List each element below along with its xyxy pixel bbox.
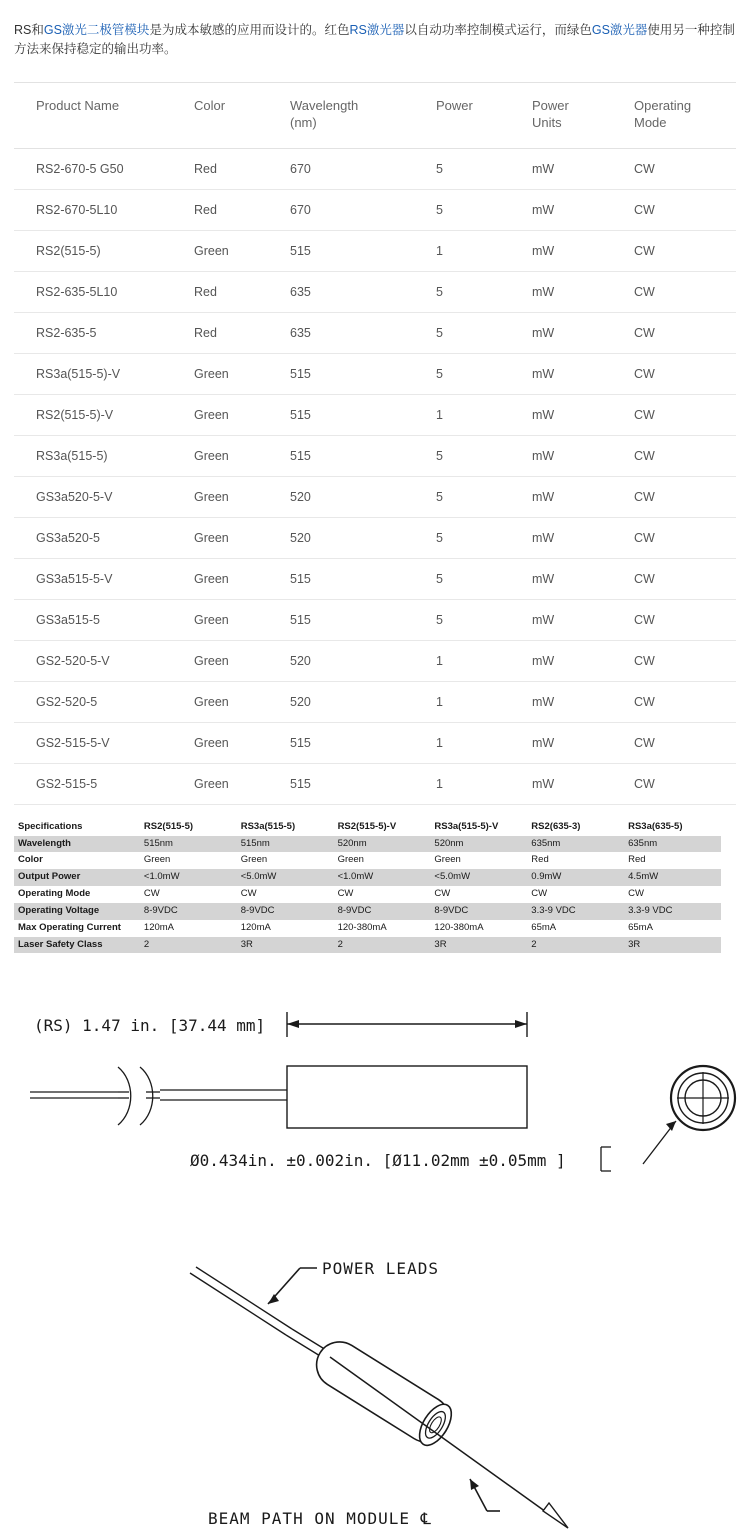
cell-color: Red — [172, 189, 268, 230]
spec-row-color — [14, 852, 721, 869]
spec-header-specifications: Specifications — [14, 819, 140, 836]
table-row — [14, 640, 736, 681]
cell-operating-mode: CW — [612, 435, 736, 476]
cell-product-name[interactable]: GS2-520-5 — [14, 681, 172, 722]
spec-value: 0.9mW — [527, 869, 624, 886]
spec-value: CW — [140, 886, 237, 903]
cell-color: Green — [172, 640, 268, 681]
power-leads-label: POWER LEADS — [322, 1259, 439, 1278]
column-header-power-units — [510, 82, 612, 148]
product-table-body — [14, 148, 736, 804]
cell-operating-mode: CW — [612, 476, 736, 517]
diameter-dimension-label: Ø0.434in. ±0.002in. [Ø11.02mm ±0.05mm ] — [190, 1151, 566, 1170]
cell-operating-mode: CW — [612, 599, 736, 640]
spec-value: 8-9VDC — [237, 903, 334, 920]
cell-operating-mode: CW — [612, 394, 736, 435]
cell-power: 1 — [414, 722, 510, 763]
spec-row-wavelength — [14, 836, 721, 853]
cell-wavelength: 515 — [268, 230, 414, 271]
diameter-leader-line — [601, 1121, 676, 1171]
cell-product-name[interactable]: GS2-515-5-V — [14, 722, 172, 763]
spec-value: 120-380mA — [430, 920, 527, 937]
module-body — [287, 1066, 527, 1128]
spec-value: 3R — [430, 937, 527, 954]
cell-product-name[interactable]: RS2(515-5) — [14, 230, 172, 271]
power-leads-leader — [268, 1268, 317, 1304]
cell-color: Green — [172, 476, 268, 517]
header-line: Power — [532, 98, 569, 113]
spec-value: 4.5mW — [624, 869, 721, 886]
cell-power-units: mW — [510, 189, 612, 230]
cell-product-name[interactable]: RS2-635-5L10 — [14, 271, 172, 312]
spec-value: 120-380mA — [334, 920, 431, 937]
cell-operating-mode: CW — [612, 558, 736, 599]
cell-color: Green — [172, 435, 268, 476]
spec-value: 2 — [527, 937, 624, 954]
product-table — [14, 82, 736, 805]
spec-header-rs2-635-3: RS2(635-3) — [527, 819, 624, 836]
cell-color: Green — [172, 230, 268, 271]
spec-value: <5.0mW — [237, 869, 334, 886]
cell-wavelength: 515 — [268, 353, 414, 394]
spec-row-operating-mode — [14, 886, 721, 903]
spec-value: 515nm — [140, 836, 237, 853]
table-row — [14, 558, 736, 599]
spec-label: Operating Voltage — [14, 903, 140, 920]
spec-label: Color — [14, 852, 140, 869]
spec-header-rs3a-635-5: RS3a(635-5) — [624, 819, 721, 836]
cell-power: 5 — [414, 353, 510, 394]
header-line: (nm) — [290, 115, 317, 130]
spec-value: 2 — [140, 937, 237, 954]
spec-value: 3.3-9 VDC — [624, 903, 721, 920]
header-line: Operating — [634, 98, 691, 113]
spec-label: Wavelength — [14, 836, 140, 853]
cell-product-name[interactable]: GS3a515-5 — [14, 599, 172, 640]
table-row — [14, 435, 736, 476]
cell-product-name[interactable]: GS2-515-5 — [14, 763, 172, 804]
table-row — [14, 476, 736, 517]
cell-wavelength: 670 — [268, 189, 414, 230]
cell-operating-mode: CW — [612, 517, 736, 558]
spec-value: Green — [430, 852, 527, 869]
table-row — [14, 353, 736, 394]
spec-value: Red — [624, 852, 721, 869]
header-line: Power — [436, 98, 473, 113]
spec-value: CW — [430, 886, 527, 903]
cell-power-units: mW — [510, 558, 612, 599]
spec-label: Max Operating Current — [14, 920, 140, 937]
cell-operating-mode: CW — [612, 763, 736, 804]
spec-value: 65mA — [624, 920, 721, 937]
cell-product-name[interactable]: RS2-670-5L10 — [14, 189, 172, 230]
spec-value: 65mA — [527, 920, 624, 937]
column-header-operating-mode — [612, 82, 736, 148]
cell-power: 1 — [414, 394, 510, 435]
product-table-header-row — [14, 82, 736, 148]
spec-label: Output Power — [14, 869, 140, 886]
spec-value: 3.3-9 VDC — [527, 903, 624, 920]
cell-product-name[interactable]: RS2-670-5 G50 — [14, 148, 172, 189]
cell-product-name[interactable]: GS3a515-5-V — [14, 558, 172, 599]
cell-operating-mode: CW — [612, 722, 736, 763]
spec-header-row — [14, 819, 721, 836]
table-row — [14, 722, 736, 763]
cell-operating-mode: CW — [612, 353, 736, 394]
cell-wavelength: 515 — [268, 599, 414, 640]
product-page — [0, 13, 750, 1539]
product-table-head — [14, 82, 736, 148]
header-line: Wavelength — [290, 98, 358, 113]
spec-value: CW — [237, 886, 334, 903]
table-row — [14, 189, 736, 230]
spec-value: 515nm — [237, 836, 334, 853]
spec-value: 8-9VDC — [334, 903, 431, 920]
cell-color: Green — [172, 681, 268, 722]
intro-text-2: 是为成本敏感的应用而设计的。 — [149, 23, 324, 37]
cell-power: 5 — [414, 517, 510, 558]
cell-power-units: mW — [510, 476, 612, 517]
cell-power: 5 — [414, 312, 510, 353]
mechanical-drawing-beam-path — [0, 1239, 750, 1539]
intro-text-3: 红色 — [324, 23, 349, 37]
cell-power: 5 — [414, 271, 510, 312]
intro-link-gs-laser[interactable]: GS激光器 — [592, 23, 648, 37]
header-line: Mode — [634, 115, 667, 130]
cell-product-name[interactable]: GS2-520-5-V — [14, 640, 172, 681]
cell-power: 1 — [414, 681, 510, 722]
intro-link-gs-module[interactable]: GS激光二极管模块 — [44, 23, 150, 37]
module-leads — [190, 1267, 331, 1359]
cell-power: 1 — [414, 230, 510, 271]
cell-operating-mode: CW — [612, 640, 736, 681]
power-cable — [30, 1067, 287, 1125]
cell-power-units: mW — [510, 312, 612, 353]
column-header-power — [414, 82, 510, 148]
cell-power: 5 — [414, 476, 510, 517]
cell-product-name[interactable]: RS2(515-5)-V — [14, 394, 172, 435]
length-dimension-label: (RS) 1.47 in. [37.44 mm] — [34, 1016, 265, 1035]
cell-product-name[interactable]: GS3a520-5-V — [14, 476, 172, 517]
intro-paragraph — [0, 13, 750, 70]
spec-label: Operating Mode — [14, 886, 140, 903]
cell-color: Green — [172, 394, 268, 435]
cell-wavelength: 515 — [268, 763, 414, 804]
cell-operating-mode: CW — [612, 189, 736, 230]
intro-text-4: 以自动功率控制模式运行，而绿色 — [404, 23, 592, 37]
column-header-color — [172, 82, 268, 148]
table-row — [14, 271, 736, 312]
spec-row-max-operating-current — [14, 920, 721, 937]
spec-value: 520nm — [430, 836, 527, 853]
cell-power: 5 — [414, 148, 510, 189]
header-line: Color — [194, 98, 225, 113]
spec-value: 520nm — [334, 836, 431, 853]
table-row — [14, 599, 736, 640]
cell-operating-mode: CW — [612, 148, 736, 189]
cell-power-units: mW — [510, 353, 612, 394]
cell-wavelength: 670 — [268, 148, 414, 189]
cell-power-units: mW — [510, 599, 612, 640]
spec-value: Green — [334, 852, 431, 869]
spec-value: 120mA — [140, 920, 237, 937]
cell-wavelength: 520 — [268, 640, 414, 681]
cell-color: Red — [172, 271, 268, 312]
cell-product-name[interactable]: RS2-635-5 — [14, 312, 172, 353]
cell-power-units: mW — [510, 681, 612, 722]
table-row — [14, 148, 736, 189]
cell-wavelength: 515 — [268, 558, 414, 599]
header-line: Product Name — [36, 98, 119, 113]
cell-power-units: mW — [510, 394, 612, 435]
cell-power-units: mW — [510, 148, 612, 189]
specifications-table — [14, 819, 721, 954]
cell-color: Green — [172, 599, 268, 640]
cell-power: 5 — [414, 435, 510, 476]
intro-text-5: 使用另一种控制方法来保持稳定的输出功率。 — [14, 23, 735, 56]
spec-header-rs3a-515-5: RS3a(515-5) — [237, 819, 334, 836]
mechanical-drawing-dimensions — [0, 971, 750, 1221]
cell-wavelength: 515 — [268, 722, 414, 763]
cell-color: Red — [172, 312, 268, 353]
cell-wavelength: 635 — [268, 271, 414, 312]
intro-text-1: RS和 — [14, 23, 44, 37]
cell-wavelength: 520 — [268, 681, 414, 722]
cell-operating-mode: CW — [612, 230, 736, 271]
cell-power-units: mW — [510, 517, 612, 558]
spec-value: 8-9VDC — [430, 903, 527, 920]
cell-wavelength: 520 — [268, 476, 414, 517]
spec-value: Red — [527, 852, 624, 869]
table-row — [14, 230, 736, 271]
cell-color: Green — [172, 722, 268, 763]
column-header-product-name — [14, 82, 172, 148]
specifications-section — [14, 819, 736, 954]
cell-product-name[interactable]: RS3a(515-5)-V — [14, 353, 172, 394]
cell-wavelength: 515 — [268, 435, 414, 476]
table-row — [14, 681, 736, 722]
cell-power-units: mW — [510, 435, 612, 476]
intro-link-rs-laser[interactable]: RS激光器 — [349, 23, 404, 37]
spec-value: Green — [140, 852, 237, 869]
header-line: Units — [532, 115, 562, 130]
spec-value: <1.0mW — [334, 869, 431, 886]
cell-power-units: mW — [510, 230, 612, 271]
cell-power: 5 — [414, 558, 510, 599]
table-row — [14, 763, 736, 804]
spec-value: <1.0mW — [140, 869, 237, 886]
spec-value: Green — [237, 852, 334, 869]
cell-power-units: mW — [510, 640, 612, 681]
table-row — [14, 394, 736, 435]
cell-color: Green — [172, 353, 268, 394]
beam-path-label: BEAM PATH ON MODULE ℄ — [208, 1509, 432, 1528]
beam-path-leader — [470, 1479, 500, 1511]
spec-value: <5.0mW — [430, 869, 527, 886]
table-row — [14, 312, 736, 353]
cell-color: Green — [172, 763, 268, 804]
cell-power: 5 — [414, 189, 510, 230]
cell-operating-mode: CW — [612, 271, 736, 312]
cell-power-units: mW — [510, 271, 612, 312]
spec-header-rs3a-515-5-v: RS3a(515-5)-V — [430, 819, 527, 836]
beam-path-line — [330, 1357, 568, 1528]
cell-color: Red — [172, 148, 268, 189]
spec-value: 3R — [624, 937, 721, 954]
spec-header-rs2-515-5-v: RS2(515-5)-V — [334, 819, 431, 836]
cell-power: 5 — [414, 599, 510, 640]
length-dimension-line — [287, 1012, 527, 1037]
spec-label: Laser Safety Class — [14, 937, 140, 954]
table-row — [14, 517, 736, 558]
cell-power-units: mW — [510, 722, 612, 763]
cell-power: 1 — [414, 763, 510, 804]
cell-operating-mode: CW — [612, 681, 736, 722]
end-view-circle — [671, 1066, 735, 1130]
column-header-wavelength — [268, 82, 414, 148]
spec-value: 3R — [237, 937, 334, 954]
spec-value: 635nm — [527, 836, 624, 853]
spec-row-laser-safety-class — [14, 937, 721, 954]
spec-value: 120mA — [237, 920, 334, 937]
cell-wavelength: 515 — [268, 394, 414, 435]
cell-wavelength: 520 — [268, 517, 414, 558]
spec-value: 8-9VDC — [140, 903, 237, 920]
spec-value: 2 — [334, 937, 431, 954]
cell-product-name[interactable]: GS3a520-5 — [14, 517, 172, 558]
spec-value: CW — [527, 886, 624, 903]
cell-color: Green — [172, 558, 268, 599]
cell-operating-mode: CW — [612, 312, 736, 353]
cell-power: 1 — [414, 640, 510, 681]
cell-product-name[interactable]: RS3a(515-5) — [14, 435, 172, 476]
spec-row-output-power — [14, 869, 721, 886]
cell-wavelength: 635 — [268, 312, 414, 353]
spec-value: CW — [624, 886, 721, 903]
spec-value: CW — [334, 886, 431, 903]
spec-row-operating-voltage — [14, 903, 721, 920]
spec-table-head — [14, 819, 721, 836]
cell-color: Green — [172, 517, 268, 558]
spec-table-body — [14, 836, 721, 954]
spec-value: 635nm — [624, 836, 721, 853]
spec-header-rs2-515-5: RS2(515-5) — [140, 819, 237, 836]
cell-power-units: mW — [510, 763, 612, 804]
